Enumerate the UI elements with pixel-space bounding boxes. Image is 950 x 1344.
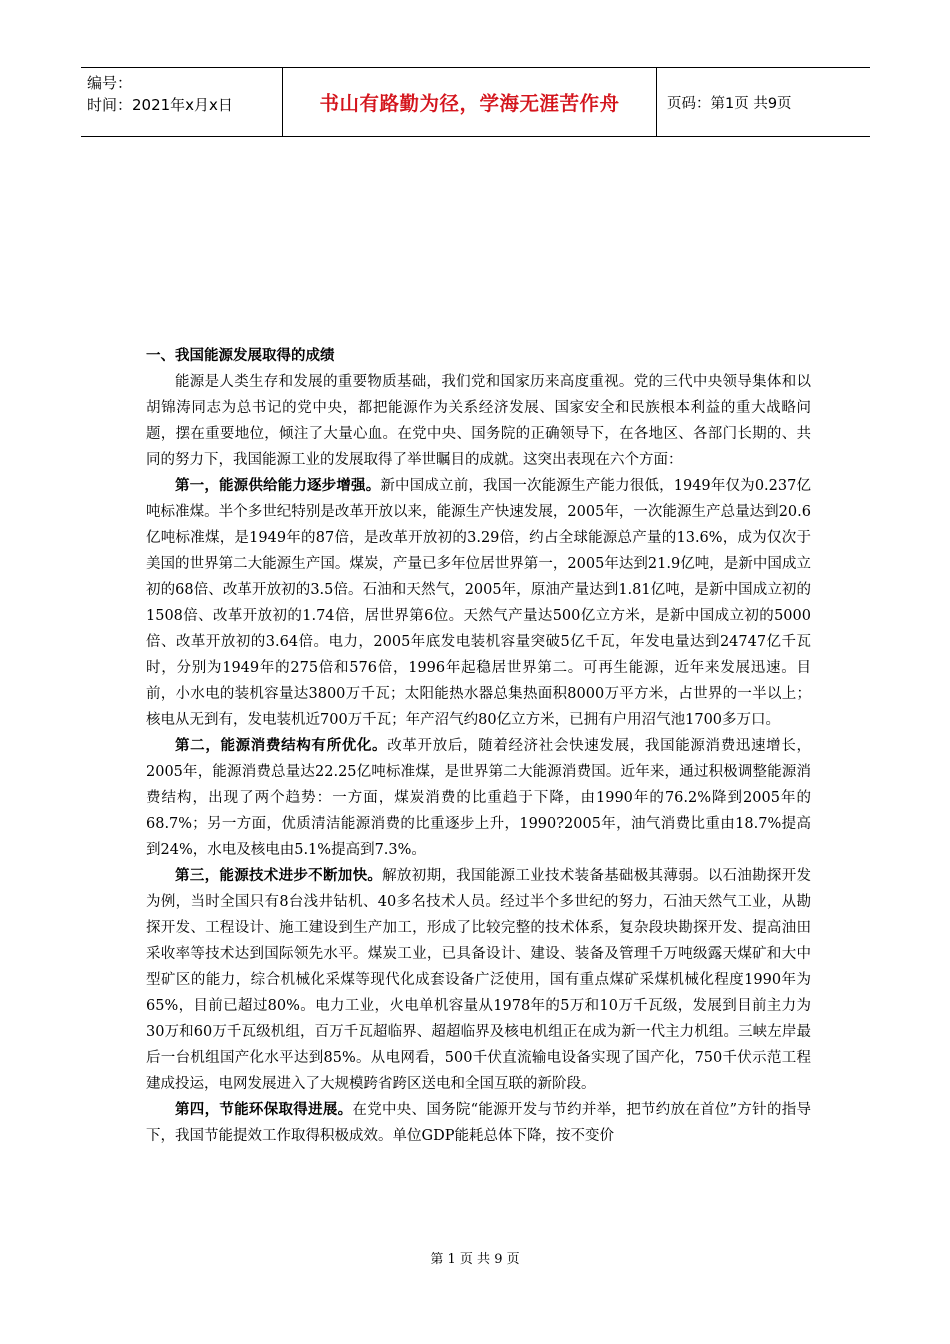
section-title: 一、我国能源发展取得的成绩	[146, 348, 335, 364]
point-lead-4: 第四，节能环保取得进展。	[175, 1102, 353, 1118]
point-text-1: 新中国成立前，我国一次能源生产能力很低，1949年仅为0.237亿吨标准煤。半个多世纪特别是改革开放以来，能源生产快速发展，2005年，一次能源生产总量达到20.6亿吨标准煤，是1949年的87倍，是改革开放初的3.29倍，约占全球能源总产量的13.6%，成为仅次于美国的世界第二大能源生产国。煤炭，产量已多年位居世界第一，2005年达到21.9亿吨，是新中国成立初的68倍、改革开放初的3.5倍。石油和天然气，2005年，原油产量达到1.81亿吨，是新中国成立初的1508倍、改革开放初的1.74倍，居世界第6位。天然气产量达500亿立方米，是新中国成立初的5000倍、改革开放初的3.64倍。电力，2005年底发电装机容量突破5亿千瓦，年发电量达到24747亿千瓦时，分别为1949年的275倍和576倍，1996年起稳居世界第二。可再生能源，近年来发展迅速。目前，小水电的装机容量达3800万千瓦；太阳能热水器总集热面积8000万平方米，占世界的一半以上；核电从无到有，发电装机近700万千瓦；年产沼气约80亿立方米，已拥有户用沼气池1700多万口。	[146, 478, 812, 728]
point-text-2: 改革开放后，随着经济社会快速发展，我国能源消费迅速增长，2005年，能源消费总量达22.25亿吨标准煤，是世界第二大能源消费国。近年来，通过积极调整能源消费结构，出现了两个趋势：一方面，煤炭消费的比重趋于下降，由1990年的76.2%降到2005年的68.7%；另一方面，优质清洁能源消费的比重逐步上升，1990?2005年，油气消费比重由18.7%提高到24%，水电及核电由5.1%提高到7.3%。	[146, 738, 811, 858]
document-date: 时间：2021年x月x日	[87, 96, 233, 114]
header-motto: 书山有路勤为径，学海无涯苦作舟	[283, 68, 657, 136]
page-footer: 第 1 页 共 9 页	[430, 1252, 520, 1267]
point-paragraph-2	[146, 733, 811, 863]
point-paragraph-3	[146, 863, 811, 1097]
intro-paragraph: 能源是人类生存和发展的重要物质基础，我们党和国家历来高度重视。党的三代中央领导集体和以胡锦涛同志为总书记的党中央，都把能源作为关系经济发展、国家安全和民族根本利益的重大战略问题，摆在重要地位，倾注了大量心血。在党中央、国务院的正确领导下，在各地区、各部门长期的、共同的努力下，我国能源工业的发展取得了举世瞩目的成就。这突出表现在六个方面：	[146, 374, 811, 468]
document-body	[146, 343, 811, 1149]
point-text-4: 在党中央、国务院“能源开发与节约并举，把节约放在首位”方针的指导下，我国节能提效工作取得积极成效。单位GDP能耗总体下降，按不变价	[146, 1102, 812, 1144]
header-page-info: 页码：第1页 共9页	[667, 95, 792, 112]
point-paragraph-4	[146, 1097, 811, 1149]
document-number-label: 编号：	[87, 74, 133, 92]
page-header	[81, 67, 870, 137]
point-paragraph-1	[146, 473, 811, 733]
point-lead-1: 第一，能源供给能力逐步增强。	[175, 478, 381, 494]
point-text-3: 解放初期，我国能源工业技术装备基础极其薄弱。以石油勘探开发为例，当时全国只有8台浅井钻机、40多名技术人员。经过半个多世纪的努力，石油天然气工业，从勘探开发、工程设计、施工建设到生产加工，形成了比较完整的技术体系，复杂段块勘探开发、提高油田采收率等技术达到国际领先水平。煤炭工业，已具备设计、建设、装备及管理千万吨级露天煤矿和大中型矿区的能力，综合机械化采煤等现代化成套设备广泛使用，国有重点煤矿采煤机械化程度1990年为65%，目前已超过80%。电力工业，火电单机容量从1978年的5万和10万千瓦级，发展到目前主力为30万和60万千瓦级机组，百万千瓦超临界、超超临界及核电机组正在成为新一代主力机组。三峡左岸最后一台机组国产化水平达到85%。从电网看，500千伏直流输电设备实现了国产化，750千伏示范工程建成投运，电网发展进入了大规模跨省跨区送电和全国互联的新阶段。	[146, 868, 812, 1092]
point-lead-2: 第二，能源消费结构有所优化。	[175, 738, 388, 754]
point-lead-3: 第三，能源技术进步不断加快。	[175, 868, 383, 884]
header-meta	[81, 68, 283, 136]
